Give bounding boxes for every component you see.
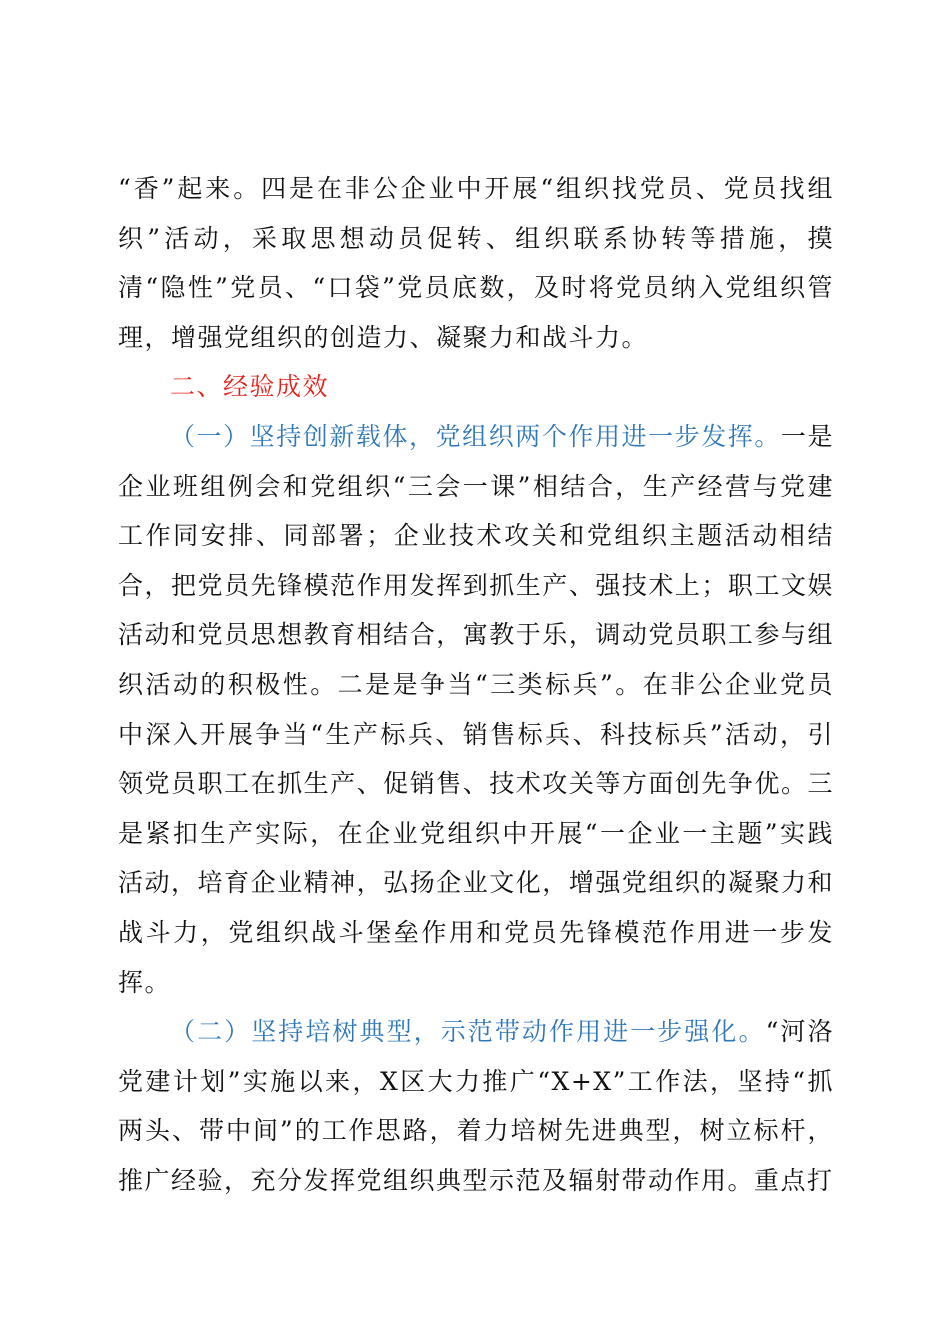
- section-heading-experience-results: 二、经验成效: [170, 372, 330, 402]
- subsection-2-paragraph: [118, 1007, 834, 1205]
- subsection-1-body: 一是企业班组例会和党组织“三会一课”相结合，生产经营与党建工作同安排、同部署；企业技术攻关和党组织主题活动相结合，把党员先锋模范作用发挥到抓生产、强技术上；职工文娱活动和党员思想教育相结合，寓教于乐，调动党员职工参与组织活动的积极性。二是是争当“三类标兵”。在非公企业党员中深入开展争当“生产标兵、销售标兵、科技标兵”活动，引领党员职工在抓生产、促销售、技术攻关等方面创先争优。三是紧扣生产实际，在企业党组织中开展“一企业一主题”实践活动，培育企业精神，弘扬企业文化，增强党组织的凝聚力和战斗力，党组织战斗堡垒作用和党员先锋模范作用进一步发挥。: [118, 421, 834, 997]
- subsection-2-heading: （二）坚持培树典型，示范带动作用进一步强化。: [170, 1017, 766, 1047]
- subsection-1-heading: （一）坚持创新载体，党组织两个作用进一步发挥。: [170, 421, 781, 451]
- subsection-1-paragraph: [118, 412, 834, 1007]
- document-body: [118, 164, 834, 1205]
- continued-paragraph-text: “香”起来。四是在非公企业中开展“组织找党员、党员找组织”活动，采取思想动员促转、组织联系协转等措施，摸清“隐性”党员、“口袋”党员底数，及时将党员纳入党组织管理，增强党组织的创造力、凝聚力和战斗力。: [118, 174, 834, 352]
- subsection-2-body: “河洛党建计划”实施以来，X区大力推广“X+X”工作法，坚持“抓两头、带中间”的工作思路，着力培树先进典型，树立标杆，推广经验，充分发挥党组织典型示范及辐射带动作用。重点打: [118, 1017, 835, 1195]
- continued-paragraph: [118, 164, 834, 362]
